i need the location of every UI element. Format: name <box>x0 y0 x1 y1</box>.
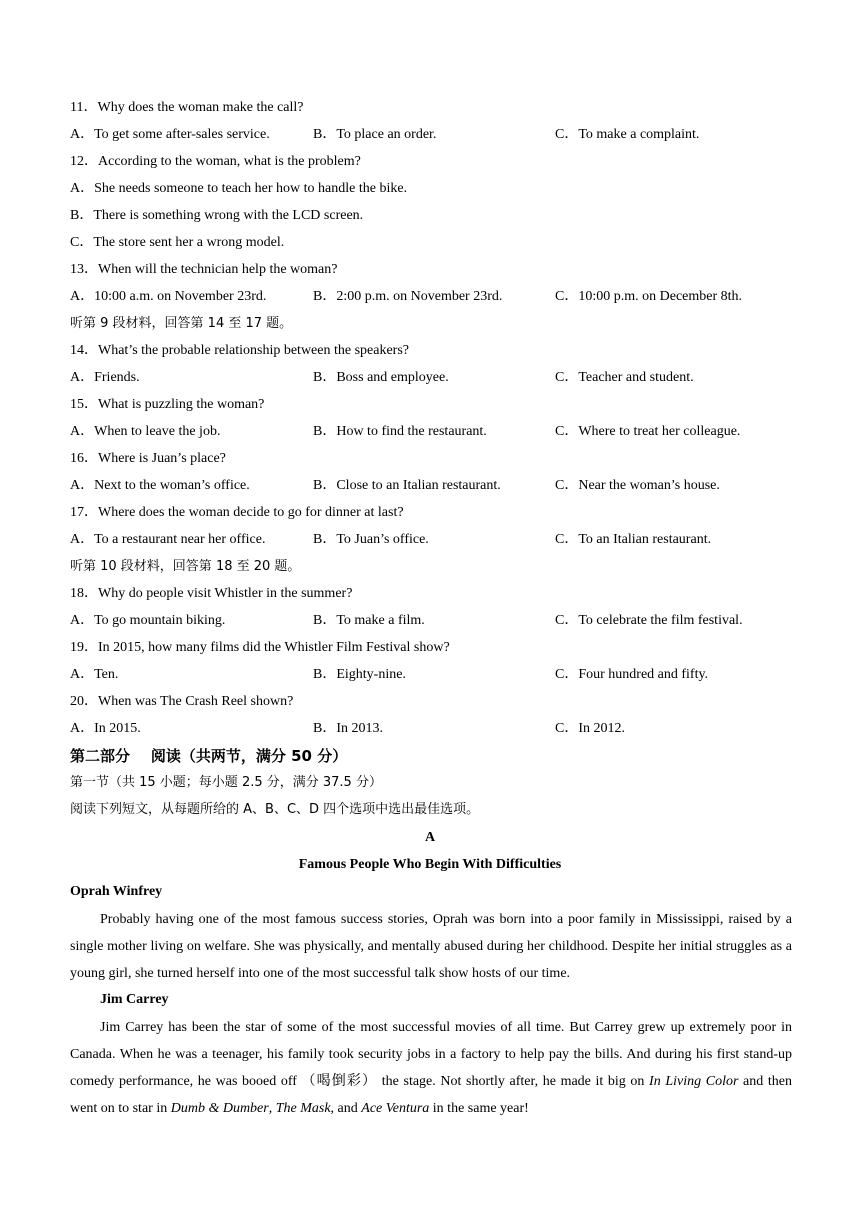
question-13-option-b: B．2:00 p.m. on November 23rd. <box>313 289 503 304</box>
oprah-heading: Oprah Winfrey <box>70 884 163 899</box>
jim-text-1: Jim Carrey has been the star of some of the most successful movies of all time. But Carrey grew up extremely poor in Canada. When he was a teenager, his family took security jobs in a factory to help pay the bills. And during his first stand-up comedy performance, he was booed off （喝倒彩） the stage. Not shortly after, he made it big on <box>70 1020 792 1089</box>
part2-section1: 第一节（共 15 小题；每小题 2.5 分，满分 37.5 分） <box>70 775 382 790</box>
question-17-option-b: B．To Juan’s office. <box>313 532 429 547</box>
oprah-paragraph: Probably having one of the most famous success stories, Oprah was born into a poor family in Mississippi, raised by a single mother living on welfare. She was physically, and mentally abused during her childhood. Despite her initial struggles as a young girl, she turned herself into one of the most successful talk show hosts of our time. <box>70 912 792 981</box>
jim-show-title: In Living Color <box>649 1074 739 1089</box>
question-11-option-b: B．To place an order. <box>313 127 437 142</box>
jim-text-3: , and <box>330 1101 362 1116</box>
part2-title: 第二部分 阅读（共两节，满分 50 分） <box>70 747 348 765</box>
question-20-stem: 20．When was The Crash Reel shown? <box>70 694 294 709</box>
material-note-9: 听第 9 段材料，回答第 14 至 17 题。 <box>70 316 293 331</box>
question-16-stem: 16．Where is Juan’s place? <box>70 451 226 466</box>
question-19-option-c: C．Four hundred and fifty. <box>555 667 709 682</box>
question-12-option-b: B．There is something wrong with the LCD screen. <box>70 208 364 223</box>
question-15-stem: 15．What is puzzling the woman? <box>70 397 265 412</box>
question-14-option-c: C．Teacher and student. <box>555 370 694 385</box>
jim-text-2: and then went on to star in <box>70 1074 792 1116</box>
question-15-option-c: C．Where to treat her colleague. <box>555 424 741 439</box>
question-18-option-c: C．To celebrate the film festival. <box>555 613 743 628</box>
part2-instruction: 阅读下列短文，从每题所给的 A、B、C、D 四个选项中选出最佳选项。 <box>70 802 480 817</box>
jim-movie-1: Dumb & Dumber <box>170 1101 269 1116</box>
material-note-10: 听第 10 段材料，回答第 18 至 20 题。 <box>70 559 301 574</box>
question-19-option-a: A．Ten. <box>70 667 119 682</box>
question-19-stem: 19．In 2015, how many films did the Whistler Film Festival show? <box>70 640 450 655</box>
question-13-option-a: A．10:00 a.m. on November 23rd. <box>70 289 267 304</box>
question-16-option-b: B．Close to an Italian restaurant. <box>313 478 501 493</box>
question-20-option-b: B．In 2013. <box>313 721 383 736</box>
question-17-option-c: C．To an Italian restaurant. <box>555 532 712 547</box>
question-11-option-a: A．To get some after-sales service. <box>70 127 270 142</box>
passage-letter: A <box>424 830 436 845</box>
jim-paragraph <box>70 1014 792 1122</box>
question-14-stem: 14．What’s the probable relationship between the speakers? <box>70 343 409 358</box>
question-16-option-a: A．Next to the woman’s office. <box>70 478 250 493</box>
question-12-option-c: C．The store sent her a wrong model. <box>70 235 285 250</box>
question-17-stem: 17．Where does the woman decide to go for dinner at last? <box>70 505 404 520</box>
question-15-option-a: A．When to leave the job. <box>70 424 221 439</box>
question-18-option-a: A．To go mountain biking. <box>70 613 226 628</box>
question-16-option-c: C．Near the woman’s house. <box>555 478 720 493</box>
question-18-stem: 18．Why do people visit Whistler in the summer? <box>70 586 353 601</box>
question-20-option-a: A．In 2015. <box>70 721 141 736</box>
question-19-option-b: B．Eighty-nine. <box>313 667 406 682</box>
question-11-option-c: C．To make a complaint. <box>555 127 700 142</box>
question-12-option-a: A．She needs someone to teach her how to handle the bike. <box>70 181 408 196</box>
jim-text-4: in the same year! <box>429 1101 529 1116</box>
passage-title: Famous People Who Begin With Difficulties <box>298 857 562 872</box>
question-12-stem: 12．According to the woman, what is the problem? <box>70 154 361 169</box>
question-11-stem: 11．Why does the woman make the call? <box>70 100 304 115</box>
question-18-option-b: B．To make a film. <box>313 613 425 628</box>
question-14-option-b: B．Boss and employee. <box>313 370 449 385</box>
jim-sep: , <box>268 1101 276 1116</box>
jim-movie-2: The Mask <box>275 1101 331 1116</box>
question-13-stem: 13．When will the technician help the woman? <box>70 262 338 277</box>
question-15-option-b: B．How to find the restaurant. <box>313 424 487 439</box>
question-14-option-a: A．Friends. <box>70 370 140 385</box>
question-17-option-a: A．To a restaurant near her office. <box>70 532 266 547</box>
question-20-option-c: C．In 2012. <box>555 721 625 736</box>
jim-heading: Jim Carrey <box>100 992 169 1007</box>
jim-movie-3: Ace Ventura <box>361 1101 430 1116</box>
question-13-option-c: C．10:00 p.m. on December 8th. <box>555 289 743 304</box>
